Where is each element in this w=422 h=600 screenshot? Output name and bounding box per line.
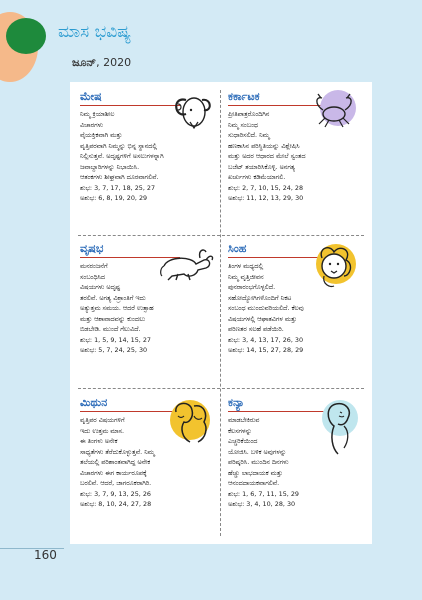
issue-date (72, 56, 131, 70)
twins-icon (160, 398, 216, 450)
page-title: ಮಾಸ ಭವಿಷ್ಯ (58, 22, 132, 42)
horoscope-panel (70, 82, 372, 544)
lucky-dates: ಶುಭ: 3, 4, 13, 17, 26, 30 (228, 335, 304, 344)
unlucky-dates: ಅಶುಭ: 6, 8, 19, 20, 29 (80, 194, 148, 202)
bull-icon (158, 246, 214, 282)
crab-icon (310, 88, 358, 132)
sign-text: ವೃತ್ತಿಪರ ವಿಷಯಗಳಿಗೆ ಇದು ಉತ್ತಮ ಮಾಸ. ಈ ತಿಂಗಳು ಅನೇಕ ಸಾಧ್ಯತೆಗಳು ತೆರೆದುಕೊಳ್ಳುತ್ತವೆ. ನಿಮ್ಮ ತಲೆಯಲ್ಲಿ ಪರಿಶಾಂತವಾಗಿದ್ದ ಅನೇಕ ವಿಚಾರಗಳು ಈಗ ಕಾರ್ಯರೂಪಕ್ಕೆ ಬರಲಿವೆ. ಆದರೆ, ಜಾಗರೂಕರಾಗಿರಿ. (80, 416, 155, 487)
sign-text: ನಿಮ್ಮ ಕ್ರಿಯಾಶೀಲ ವಿಚಾರಗಳು ವೈಯಕ್ತಿಕವಾಗಿ ಮತ್ತು ವೃತ್ತಿಪರವಾಗಿ ನಿಮ್ಮನ್ನು ಭಿನ್ನ ಸ್ಥಾನದಲ್ಲಿ ನಿಲ್ಲಿಸುತ್ತವೆ. ಅದೃಷ್ಟಗಳಿಗೆ ಅಸಲುಗಳನ್ನಾಗಿ ಜವಾಬ್ದಾರಿಗಳನ್ನು ನಿಭಾಯಿಸಿ. ಆತಂಕಗಳು ಶೀಘ್ರವಾಗಿ ದೂರವಾಗಲಿವೆ. (80, 110, 164, 181)
unlucky-dates: ಅಶುಭ: 3, 4, 10, 28, 30 (228, 500, 296, 508)
sign-name: ಮೇಷ (80, 90, 102, 103)
lion-icon (306, 242, 360, 292)
unlucky-dates: ಅಶುಭ: 14, 15, 27, 28, 29 (228, 346, 304, 354)
row-divider (78, 235, 364, 236)
issue-month: ಜೂನ್ (72, 56, 97, 69)
sign-name: ವೃಷಭ (80, 242, 104, 255)
unlucky-dates: ಅಶುಭ: 8, 10, 24, 27, 28 (80, 500, 152, 508)
sign-text: ಪ್ರೀತಿಪಾತ್ರರೊಂದಿಗಿನ ನಿಮ್ಮ ಸಂಬಂಧ ಸುಧಾರಿಸಲಿದೆ. ನಿಮ್ಮ ಹಣಕಾಸಿನ ಪರಿಸ್ಥಿತಿಯನ್ನು ವಿಶ್ಲೇಷಿಸಿ ಮತ್ತು ಅದರ ಆಧಾರದ ಮೇಲೆ ಸ್ವಂತದ ಬಜೆಟ್ ತಯಾರಿಸಿಕೊಳ್ಳಿ. ಅನಗತ್ಯ ಖರ್ಚುಗಳು ಕಡಿಮೆಯಾಗಲಿ. (228, 110, 306, 181)
sign-text: ಮಾಡಬೇಕಿರುವ ಕೆಲಸಗಳನ್ನು ಎಚ್ಚರಿಕೆಯಿಂದ ಯೋಜಿಸಿ. ಬಳಿಕ ಅವುಗಳನ್ನು ಪರಿಷ್ಕರಿಸಿ. ಮುಂದಿನ ದಿನಗಳು ಹೆಚ್ಚು ಲಾಭದಾಯಕ ಮತ್ತು ಆನಂದದಾಯಕವಾಗಲಿವೆ. (228, 416, 289, 487)
sign-name: ಸಿಂಹ (228, 242, 247, 255)
heading-rule (228, 411, 328, 412)
sign-name: ಕನ್ಯಾ (228, 396, 245, 409)
unlucky-dates: ಅಶುಭ: 5, 7, 24, 25, 30 (80, 346, 148, 354)
ram-icon (168, 88, 214, 132)
sign-text: ತಿಂಗಳ ಮಧ್ಯದಲ್ಲಿ ನಿಮ್ಮ ವೃತ್ತಿಜೀವನ ಪುನರಾರಂಭಗೊಳ್ಳಲಿದೆ. ಸಹೋದ್ಯೋಗಿಗಳೊಂದಿಗೆ ನಿಕಟ ಸಂಬಂಧ ಮುಂದುವರಿಯಲಿದೆ. ಕೆಲವು ವಿಷಯಗಳಲ್ಲಿ ಆಘಾತವಿಗಳ ಮತ್ತು ಪರಿಣತರ ಸಲಹೆ ಪಡೆಯಿರಿ. (228, 262, 304, 333)
issue-year: , 2020 (96, 56, 132, 69)
sign-text: ಮನರಂಜನೆಗೆ ಸಂಬಂಧಿಸಿದ ವಿಷಯಗಳು ಅದೃಷ್ಟ ತರಲಿವೆ. ಅಗತ್ಯ ವಿಶ್ರಾಂತಿಗೆ ಇದು ಅತ್ಯುತ್ತಮ ಸಮಯ. ಆದರೆ ಉತ್ಸಾಹ ಮತ್ತು ಆಶಾವಾದವನ್ನು ಕುಂದಲು ಬಿಡಬೇಡಿ. ಮುಂದೆ ಗೆಲುವಿದೆ. (80, 262, 154, 333)
virgo-maiden-icon (314, 396, 364, 456)
header-decoration-green (6, 18, 46, 54)
lucky-dates: ಶುಭ: 3, 7, 17, 18, 25, 27 (80, 183, 156, 192)
sign-name: ಮಿಥುನ (80, 396, 108, 409)
row-divider (78, 388, 364, 389)
lucky-dates: ಶುಭ: 3, 7, 9, 13, 25, 26 (80, 489, 151, 498)
unlucky-dates: ಅಶುಭ: 11, 12, 13, 29, 30 (228, 194, 304, 202)
lucky-dates: ಶುಭ: 1, 6, 7, 11, 15, 29 (228, 489, 299, 498)
heading-rule (80, 105, 180, 106)
lucky-dates: ಶುಭ: 1, 5, 9, 14, 15, 27 (80, 335, 151, 344)
lucky-dates: ಶುಭ: 2, 7, 10, 15, 24, 28 (228, 183, 304, 192)
sign-name: ಕರ್ಕಾಟಕ (228, 90, 260, 103)
page-number: 160 (34, 548, 57, 562)
